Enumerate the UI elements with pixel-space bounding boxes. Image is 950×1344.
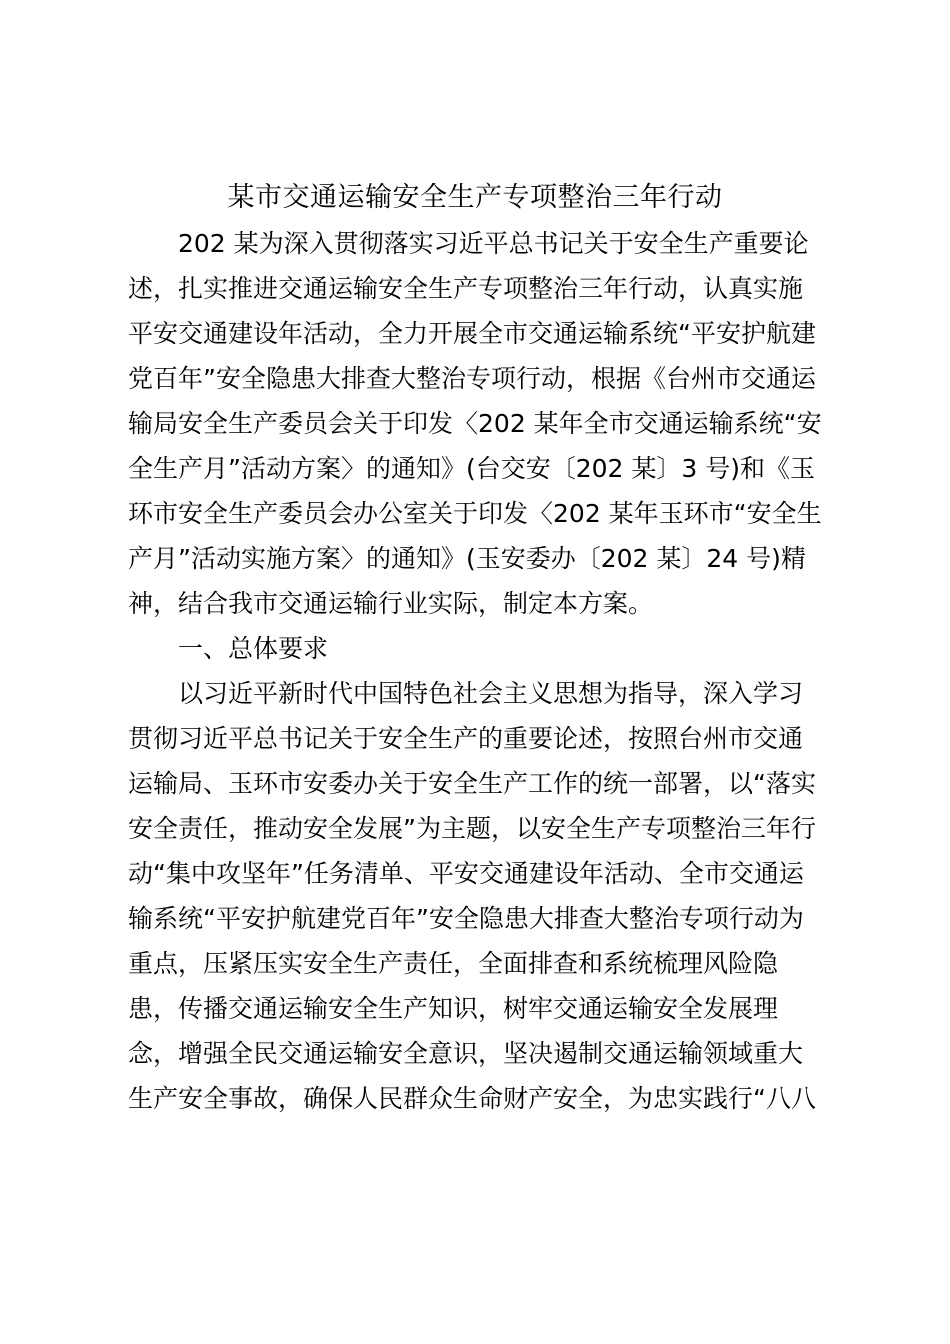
body-line: 患，传播交通运输安全生产知识，树牢交通运输安全发展理: [128, 994, 779, 1023]
section-heading: 一、总体要求: [178, 634, 329, 663]
body-line: 运输局、玉环市安委办关于安全生产工作的统一部署，以“落实: [128, 769, 816, 798]
document-title: 某市交通运输安全生产专项整治三年行动: [227, 182, 723, 213]
body-line: 输局安全生产委员会关于印发〈202 某年全市交通运输系统“安: [128, 409, 822, 438]
body-line: 平安交通建设年活动，全力开展全市交通运输系统“平安护航建: [128, 319, 816, 348]
body-line: 贯彻习近平总书记关于安全生产的重要论述，按照台州市交通: [128, 724, 804, 753]
body-line: 安全责任，推动安全发展”为主题，以安全生产专项整治三年行: [128, 814, 816, 843]
body-line: 202 某为深入贯彻落实习近平总书记关于安全生产重要论: [178, 229, 809, 258]
body-line: 生产安全事故，确保人民群众生命财产安全，为忠实践行“八八: [128, 1084, 816, 1113]
body-line: 述，扎实推进交通运输安全生产专项整治三年行动，认真实施: [128, 274, 804, 303]
body-line: 以习近平新时代中国特色社会主义思想为指导，深入学习: [178, 679, 804, 708]
body-line: 产月”活动实施方案〉的通知》(玉安委办〔202 某〕24 号)精: [128, 544, 806, 573]
body-line: 党百年”安全隐患大排查大整治专项行动，根据《台州市交通运: [128, 364, 816, 393]
body-line: 重点，压紧压实安全生产责任，全面排查和系统梳理风险隐: [128, 949, 779, 978]
body-line: 环市安全生产委员会办公室关于印发〈202 某年玉环市“安全生: [128, 499, 822, 528]
body-line: 输系统“平安护航建党百年”安全隐患大排查大整治专项行动为: [128, 904, 804, 933]
body-line: 全生产月”活动方案〉的通知》(台交安〔202 某〕3 号)和《玉: [128, 454, 815, 483]
body-line: 动“集中攻坚年”任务清单、平安交通建设年活动、全市交通运: [128, 859, 804, 888]
body-line: 念，增强全民交通运输安全意识，坚决遏制交通运输领域重大: [128, 1039, 804, 1068]
body-line: 神，结合我市交通运输行业实际，制定本方案。: [128, 589, 654, 618]
